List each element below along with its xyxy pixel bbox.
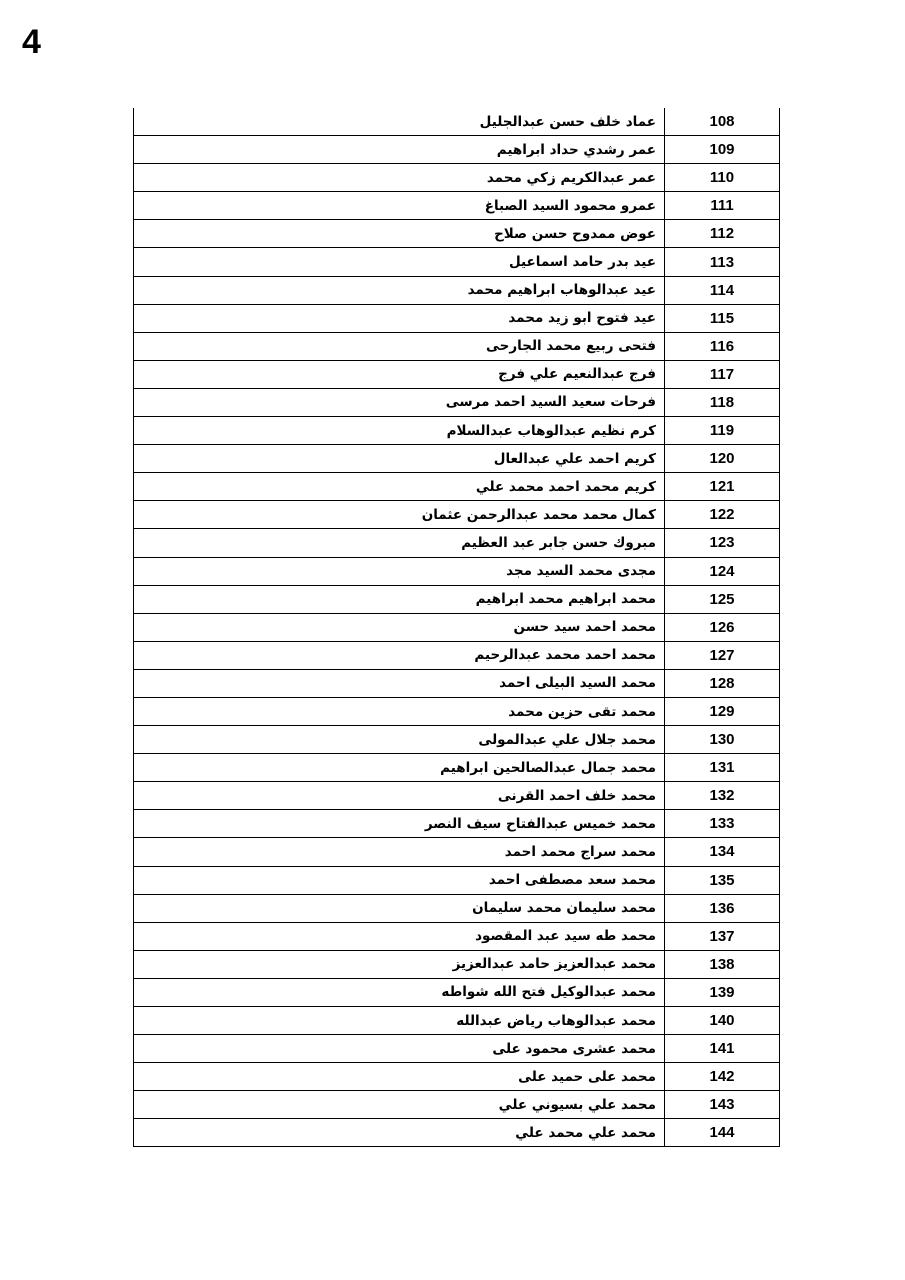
table-row xyxy=(134,501,780,529)
table-row xyxy=(134,136,780,164)
number-cell: 137 xyxy=(665,922,780,950)
names-table xyxy=(133,108,780,1147)
table-row xyxy=(134,388,780,416)
table-row xyxy=(134,108,780,136)
number-cell: 135 xyxy=(665,866,780,894)
name-cell: مجدى محمد السيد مجد xyxy=(134,557,665,585)
table-row xyxy=(134,726,780,754)
number-cell: 132 xyxy=(665,782,780,810)
table-row xyxy=(134,417,780,445)
name-cell: مبروك حسن جابر عبد العظيم xyxy=(134,529,665,557)
table-row xyxy=(134,304,780,332)
table-row xyxy=(134,1119,780,1147)
number-cell: 126 xyxy=(665,613,780,641)
name-cell: محمد احمد سيد حسن xyxy=(134,613,665,641)
name-cell: محمد علي محمد علي xyxy=(134,1119,665,1147)
number-cell: 127 xyxy=(665,641,780,669)
number-cell: 118 xyxy=(665,388,780,416)
name-cell: محمد خلف احمد القرنى xyxy=(134,782,665,810)
number-cell: 120 xyxy=(665,445,780,473)
number-cell: 109 xyxy=(665,136,780,164)
table-row xyxy=(134,220,780,248)
table-row xyxy=(134,360,780,388)
name-cell: محمد علي بسيوني علي xyxy=(134,1091,665,1119)
name-cell: محمد خميس عبدالفتاح سيف النصر xyxy=(134,810,665,838)
name-cell: محمد سعد مصطفى احمد xyxy=(134,866,665,894)
number-cell: 138 xyxy=(665,950,780,978)
table-row xyxy=(134,585,780,613)
number-cell: 121 xyxy=(665,473,780,501)
table-row xyxy=(134,276,780,304)
name-cell: محمد احمد محمد عبدالرحيم xyxy=(134,641,665,669)
table-row xyxy=(134,332,780,360)
number-cell: 113 xyxy=(665,248,780,276)
table-row xyxy=(134,894,780,922)
number-cell: 140 xyxy=(665,1007,780,1035)
number-cell: 139 xyxy=(665,978,780,1006)
name-cell: محمد عشرى محمود على xyxy=(134,1035,665,1063)
table-row xyxy=(134,445,780,473)
name-cell: محمد عبدالعزيز حامد عبدالعزيز xyxy=(134,950,665,978)
name-cell: عيد عبدالوهاب ابراهيم محمد xyxy=(134,276,665,304)
name-cell: عيد بدر حامد اسماعيل xyxy=(134,248,665,276)
table-row xyxy=(134,613,780,641)
table-row xyxy=(134,164,780,192)
name-cell: محمد طه سيد عبد المقصود xyxy=(134,922,665,950)
number-cell: 141 xyxy=(665,1035,780,1063)
table-row xyxy=(134,922,780,950)
names-table-body xyxy=(134,108,780,1147)
number-cell: 119 xyxy=(665,417,780,445)
table-row xyxy=(134,950,780,978)
number-cell: 115 xyxy=(665,304,780,332)
number-cell: 111 xyxy=(665,192,780,220)
number-cell: 133 xyxy=(665,810,780,838)
name-cell: كريم محمد احمد محمد علي xyxy=(134,473,665,501)
table-row xyxy=(134,529,780,557)
number-cell: 125 xyxy=(665,585,780,613)
table-row xyxy=(134,1035,780,1063)
number-cell: 110 xyxy=(665,164,780,192)
name-cell: عوض ممدوح حسن صلاح xyxy=(134,220,665,248)
number-cell: 123 xyxy=(665,529,780,557)
name-cell: عيد فتوح ابو زيد محمد xyxy=(134,304,665,332)
number-cell: 114 xyxy=(665,276,780,304)
name-cell: محمد عبدالوهاب رياض عبدالله xyxy=(134,1007,665,1035)
number-cell: 124 xyxy=(665,557,780,585)
table-row xyxy=(134,1063,780,1091)
name-cell: كريم احمد علي عبدالعال xyxy=(134,445,665,473)
table-row xyxy=(134,810,780,838)
number-cell: 117 xyxy=(665,360,780,388)
table-row xyxy=(134,838,780,866)
table-row xyxy=(134,866,780,894)
name-cell: عمرو محمود السيد الصباغ xyxy=(134,192,665,220)
table-row xyxy=(134,1007,780,1035)
name-cell: محمد ابراهيم محمد ابراهيم xyxy=(134,585,665,613)
name-cell: محمد سليمان محمد سليمان xyxy=(134,894,665,922)
name-cell: كمال محمد محمد عبدالرحمن عثمان xyxy=(134,501,665,529)
name-cell: محمد على حميد على xyxy=(134,1063,665,1091)
name-cell: فتحى ربيع محمد الجارحى xyxy=(134,332,665,360)
name-cell: عماد خلف حسن عبدالجليل xyxy=(134,108,665,136)
name-cell: عمر رشدي حداد ابراهيم xyxy=(134,136,665,164)
number-cell: 136 xyxy=(665,894,780,922)
name-cell: فرحات سعيد السيد احمد مرسى xyxy=(134,388,665,416)
table-row xyxy=(134,248,780,276)
number-cell: 112 xyxy=(665,220,780,248)
page-number: 4 xyxy=(22,23,41,61)
name-cell: كرم نظيم عبدالوهاب عبدالسلام xyxy=(134,417,665,445)
number-cell: 128 xyxy=(665,669,780,697)
number-cell: 130 xyxy=(665,726,780,754)
name-cell: محمد السيد البيلى احمد xyxy=(134,669,665,697)
name-cell: محمد جمال عبدالصالحين ابراهيم xyxy=(134,754,665,782)
name-cell: محمد عبدالوكيل فتح الله شواطه xyxy=(134,978,665,1006)
number-cell: 129 xyxy=(665,697,780,725)
table-row xyxy=(134,669,780,697)
number-cell: 122 xyxy=(665,501,780,529)
number-cell: 134 xyxy=(665,838,780,866)
number-cell: 143 xyxy=(665,1091,780,1119)
table-row xyxy=(134,978,780,1006)
number-cell: 116 xyxy=(665,332,780,360)
name-cell: عمر عبدالكريم زكي محمد xyxy=(134,164,665,192)
table-row xyxy=(134,473,780,501)
table-row xyxy=(134,1091,780,1119)
name-cell: محمد جلال علي عبدالمولى xyxy=(134,726,665,754)
name-cell: محمد سراج محمد احمد xyxy=(134,838,665,866)
name-cell: فرج عبدالنعيم علي فرج xyxy=(134,360,665,388)
number-cell: 108 xyxy=(665,108,780,136)
number-cell: 144 xyxy=(665,1119,780,1147)
table-row xyxy=(134,697,780,725)
name-cell: محمد تقى حزين محمد xyxy=(134,697,665,725)
number-cell: 131 xyxy=(665,754,780,782)
table-row xyxy=(134,641,780,669)
number-cell: 142 xyxy=(665,1063,780,1091)
table-row xyxy=(134,754,780,782)
names-table-wrapper xyxy=(133,108,770,1147)
table-row xyxy=(134,557,780,585)
table-row xyxy=(134,782,780,810)
table-row xyxy=(134,192,780,220)
